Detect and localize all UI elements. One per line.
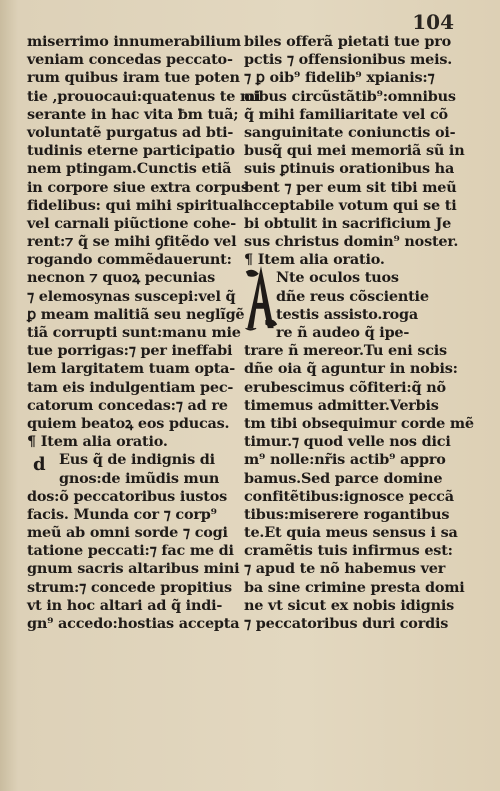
text-line: serante in hac vita ƀm tuã; xyxy=(27,105,239,123)
text-line: Nte oculos tuos xyxy=(276,269,399,287)
text-line: ⁊ ꝑ oib⁹ fidelib⁹ xpianis:⁊ xyxy=(244,69,435,87)
text-line: ⁊ apud te nõ habemus ver xyxy=(244,560,446,578)
text-line: sanguinitate coniunctis oi- xyxy=(244,123,456,141)
text-line: Eus q̃ de indignis di xyxy=(59,451,215,469)
text-line: tibus:miserere rogantibus xyxy=(244,505,450,523)
text-line: vel carnali piũctione cohe- xyxy=(27,214,237,232)
text-line: oibus circũstãtib⁹:omnibus xyxy=(244,87,456,105)
text-line: rogando commẽdauerunt: xyxy=(27,251,232,269)
text-line: tue porrigas:⁊ per ineffabi xyxy=(27,342,233,360)
text-line: te.Et quia meus sensus i sa xyxy=(244,524,458,542)
text-line: tie ,prouocaui:quatenus te mi xyxy=(27,87,261,105)
text-line: meũ ab omni sorde ⁊ cogi xyxy=(27,524,228,542)
text-line: cramẽtis tuis infirmus est: xyxy=(244,542,453,560)
text-line: sus christus domin⁹ noster. xyxy=(244,233,459,251)
text-line: dñe reus cõscientie xyxy=(276,287,429,305)
text-line: timemus admitter.Verbis xyxy=(244,396,439,414)
left-column xyxy=(27,33,261,633)
text-line: ne vt sicut ex nobis idignis xyxy=(244,596,455,614)
text-line: biles offerã pietati tue pro xyxy=(244,33,452,50)
text-line: re ñ audeo q̃ ipe- xyxy=(276,324,410,341)
text-line: miserrimo innumerabilium xyxy=(27,33,241,50)
text-line: ba sine crimine presta domi xyxy=(244,578,465,596)
text-line: bi obtulit in sacrificium Je xyxy=(244,214,452,232)
text-line: rum quibus iram tue poten xyxy=(27,69,240,87)
text-line: confitẽtibus:ignosce peccã xyxy=(244,487,454,505)
text-line: ⁊ elemosynas suscepi:vel q̃ xyxy=(27,287,236,305)
text-line: vt in hoc altari ad q̃ indi- xyxy=(27,596,223,614)
decorated-initial-a xyxy=(244,264,278,334)
initial-letter-d: d xyxy=(33,453,46,475)
text-line: fidelibus: qui mihi spirituali xyxy=(27,196,249,214)
text-line: m⁹ nolle:nr̃is actib⁹ appro xyxy=(244,451,446,469)
text-line: acceptabile votum qui se ti xyxy=(244,196,457,214)
text-line: bent ⁊ per eum sit tibi meũ xyxy=(244,178,457,196)
text-line: facis. Munda cor ⁊ corp⁹ xyxy=(27,505,217,523)
text-line: necnon ⁊ quoꝝ pecunias xyxy=(27,269,216,287)
text-line: tudinis eterne participatio xyxy=(27,142,235,160)
text-line: trare ñ mereor.Tu eni scis xyxy=(244,342,447,360)
text-line: erubescimus cõfiteri:q̃ nõ xyxy=(244,378,446,396)
text-line: tiã corrupti sunt:manu mie xyxy=(27,324,241,341)
folio-number: 104 xyxy=(412,10,454,34)
text-line: veniam concedas peccato- xyxy=(27,51,233,69)
right-column xyxy=(244,33,474,633)
text-line: ¶ Item alia oratio. xyxy=(27,433,168,451)
text-line: testis assisto.roga xyxy=(276,305,418,323)
text-line: tm tibi obsequimur corde mẽ xyxy=(244,414,474,432)
text-line: rent:⁊ q̃ se mihi ꝯfitẽdo vel xyxy=(27,233,237,251)
text-line: voluntatẽ purgatus ad bti- xyxy=(27,123,234,141)
text-line: quiem beatoꝝ eos pducas. xyxy=(27,414,230,432)
text-line: gnos:de imũdis mun xyxy=(59,469,220,487)
text-line: gn⁹ accedo:hostias accepta xyxy=(27,615,240,632)
text-line: ¶ Item alia oratio. xyxy=(244,251,385,269)
text-line: suis ꝑtinuis orationibus ha xyxy=(244,160,455,178)
text-line: busq̃ qui mei memoriã sũ in xyxy=(244,142,465,160)
text-line: dos:õ peccatoribus iustos xyxy=(27,487,228,505)
text-line: q̃ mihi familiaritate vel cõ xyxy=(244,105,448,123)
text-line: strum:⁊ concede propitius xyxy=(27,578,232,596)
text-line: lem largitatem tuam opta- xyxy=(27,360,236,378)
text-line: tam eis indulgentiam pec- xyxy=(27,378,234,396)
text-line: bamus.Sed parce domine xyxy=(244,469,443,487)
text-line: ⁊ peccatoribus duri cordis xyxy=(244,615,449,632)
text-line: in corpore siue extra corpus xyxy=(27,178,249,196)
text-line: dñe oia q̃ aguntur in nobis: xyxy=(244,360,458,378)
text-line: nem ptingam.Cunctis etiã xyxy=(27,160,232,178)
text-line: tatione peccati:⁊ fac me di xyxy=(27,542,234,560)
text-line: gnum sacris altaribus mini xyxy=(27,560,240,578)
text-line: ꝑ meam malitiã seu neglĩgẽ xyxy=(27,305,245,323)
text-line: timur.⁊ quod velle nos dici xyxy=(244,433,451,451)
text-line: pctis ⁊ offensionibus meis. xyxy=(244,51,453,69)
text-line: catorum concedas:⁊ ad re xyxy=(27,396,228,414)
